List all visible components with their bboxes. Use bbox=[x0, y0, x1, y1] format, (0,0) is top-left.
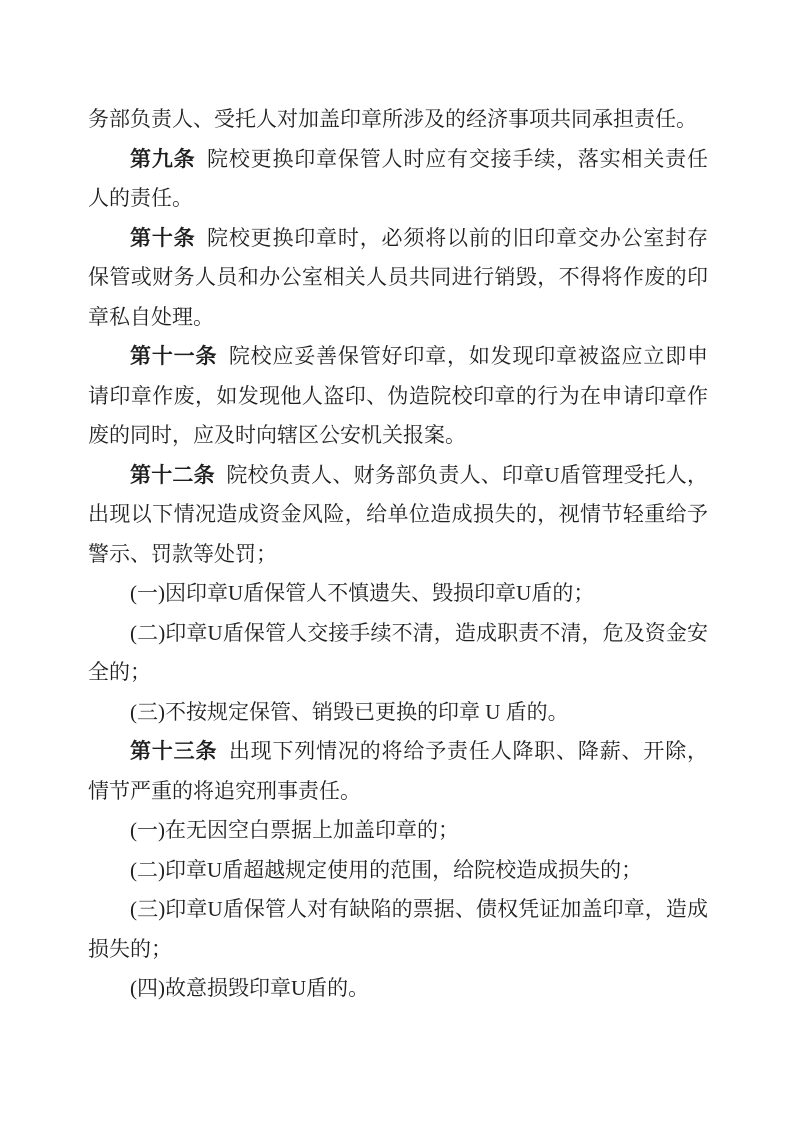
article-paragraph bbox=[88, 140, 708, 219]
article-number: 第十三条 bbox=[130, 739, 218, 763]
article-paragraph bbox=[88, 337, 708, 456]
list-item-paragraph bbox=[88, 851, 708, 891]
list-item-paragraph bbox=[88, 890, 708, 969]
article-number: 第十一条 bbox=[130, 344, 218, 368]
paragraph-text: 务部负责人、受托人对加盖印章所涉及的经济事项共同承担责任。 bbox=[88, 107, 697, 131]
list-item-paragraph bbox=[88, 969, 708, 1009]
article-paragraph bbox=[88, 456, 708, 575]
paragraph-text: (二)印章U盾超越规定使用的范围，给院校造成损失的； bbox=[130, 857, 643, 882]
paragraph-text: (一)在无因空白票据上加盖印章的； bbox=[130, 818, 459, 842]
paragraph-text: 院校负责人、财务部负责人、印章U盾管理受托人，出现以下情况造成资金风险，给单位造成损失的，视情节轻重给予警示、罚款等处罚； bbox=[88, 462, 708, 566]
paragraph-text: 院校更换印章时，必须将以前的旧印章交办公室封存保管或财务人员和办公室相关人员共同进行销毁，不得将作废的印章私自处理。 bbox=[88, 225, 709, 329]
article-number: 第十二条 bbox=[130, 462, 215, 487]
article-paragraph bbox=[88, 732, 708, 811]
article-number: 第九条 bbox=[130, 146, 196, 171]
list-item-paragraph bbox=[88, 574, 708, 614]
paragraph-text: (三)不按规定保管、销毁已更换的印章 U 盾的。 bbox=[130, 699, 569, 724]
article-paragraph bbox=[88, 219, 708, 338]
paragraph-text: (一)因印章U盾保管人不慎遗失、毁损印章U盾的； bbox=[130, 581, 595, 605]
paragraph-text: (四)故意损毁印章U盾的。 bbox=[130, 976, 370, 1000]
paragraph-text: 出现下列情况的将给予责任人降职、降薪、开除，情节严重的将追究刑事责任。 bbox=[88, 739, 709, 803]
list-item-paragraph bbox=[88, 693, 708, 733]
paragraph-text: 院校更换印章保管人时应有交接手续，落实相关责任人的责任。 bbox=[88, 146, 709, 210]
list-item-paragraph bbox=[88, 614, 708, 693]
paragraph-text: (二)印章U盾保管人交接手续不清，造成职责不清，危及资金安全的； bbox=[88, 620, 708, 684]
continuation-paragraph bbox=[88, 100, 708, 140]
paragraph-text: (三)印章U盾保管人对有缺陷的票据、债权凭证加盖印章，造成损失的； bbox=[88, 897, 708, 961]
article-number: 第十条 bbox=[130, 225, 196, 250]
document-body bbox=[88, 100, 708, 1009]
paragraph-text: 院校应妥善保管好印章，如发现印章被盗应立即申请印章作废，如发现他人盗印、伪造院校印章的行为在申请印章作废的同时，应及时向辖区公安机关报案。 bbox=[88, 344, 709, 447]
list-item-paragraph bbox=[88, 811, 708, 851]
